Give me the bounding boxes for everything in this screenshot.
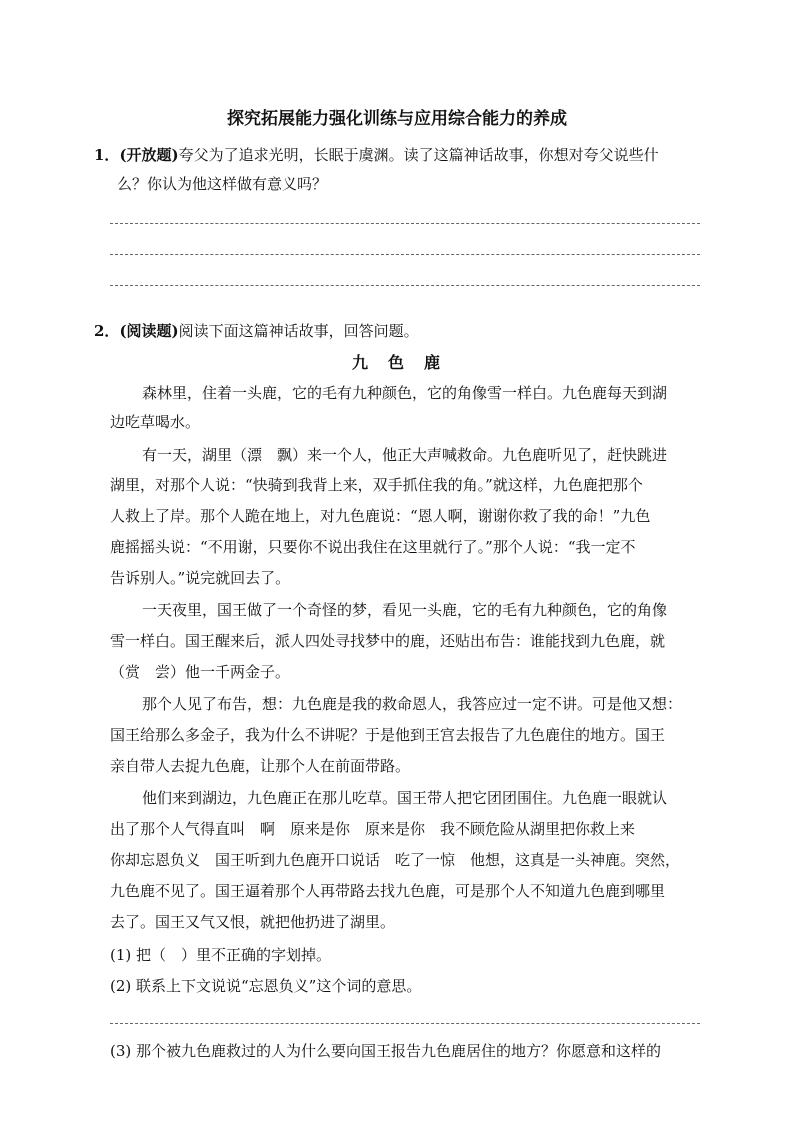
story-line: 湖里，对那个人说：“快骑到我背上来，双手抓住我的角。”就这样，九色鹿把那个 (110, 476, 643, 494)
story-line: 鹿摇摇头说：“不用谢，只要你不说出我住在这里就行了。”那个人说：“我一定不 (110, 538, 636, 556)
question-1-text-line-1: 夸父为了追求光明，长眠于虞渊。读了这篇神话故事，你想对夸父说些什 (178, 146, 659, 164)
question-1-text-line-2: 么？你认为他这样做有意义吗？ (117, 175, 328, 193)
sub-question-1: (1) 把（ ）里不正确的字划掉。 (110, 946, 332, 964)
story-line: 你却忘恩负义 国王听到九色鹿开口说话 吃了一惊 他想，这真是一头神鹿。突然， (110, 851, 681, 869)
story-title: 九 色 鹿 (351, 353, 442, 372)
sub-question-2: (2) 联系上下文说说“忘恩负义”这个词的意思。 (110, 977, 422, 995)
story-line: 他们来到湖边，九色鹿正在那儿吃草。国王带人把它团团围住。九色鹿一眼就认 (142, 789, 668, 807)
story-line: 亲自带人去捉九色鹿，让那个人在前面带路。 (110, 757, 411, 775)
answer-line[interactable] (110, 1023, 700, 1024)
story-line: 人救上了岸。那个人跪在地上，对九色鹿说：“恩人啊，谢谢你救了我的命！”九色 (110, 507, 651, 525)
story-line: （赏 尝）他一千两金子。 (110, 663, 291, 681)
question-1-tag: (开放题) (119, 146, 179, 164)
story-line: 一天夜里，国王做了一个奇怪的梦，看见一头鹿，它的毛有九种颜色，它的角像 (142, 601, 668, 619)
story-line: 国王给那么多金子，我为什么不讲呢？于是他到王宫去报告了九色鹿住的地方。国王 (110, 726, 666, 744)
story-line: 出了那个人气得直叫 啊 原来是你 原来是你 我不顾危险从湖里把你救上来 (110, 820, 636, 838)
question-2-number: 2． (94, 322, 120, 340)
answer-line[interactable] (110, 285, 700, 286)
story-line: 雪一样白。国王醒来后，派人四处寻找梦中的鹿，还贴出布告：谁能找到九色鹿，就 (110, 632, 666, 650)
story-line: 去了。国王又气又恨，就把他扔进了湖里。 (110, 913, 396, 931)
question-2-tag: (阅读题) (119, 322, 179, 340)
story-line: 那个人见了布告，想：九色鹿是我的救命恩人，我答应过一定不讲。可是他又想： (142, 695, 683, 713)
story-line: 九色鹿不见了。国王逼着那个人再带路去找九色鹿，可是那个人不知道九色鹿到哪里 (110, 882, 666, 900)
story-line: 森林里，住着一头鹿，它的毛有九种颜色，它的角像雪一样白。九色鹿每天到湖 (142, 384, 668, 402)
question-2 (94, 321, 419, 341)
page-title: 探究拓展能力强化训练与应用综合能力的养成 (227, 109, 567, 129)
question-2-text: 阅读下面这篇神话故事，回答问题。 (178, 322, 419, 340)
question-1 (94, 145, 659, 165)
answer-line[interactable] (110, 223, 700, 224)
story-line: 告诉别人。”说完就回去了。 (110, 569, 291, 587)
answer-line[interactable] (110, 254, 700, 255)
story-line: 边吃草喝水。 (110, 413, 201, 431)
sub-question-3: (3) 那个被九色鹿救过的人为什么要向国王报告九色鹿居住的地方？你愿意和这样的 (110, 1042, 662, 1060)
story-line: 有一天，湖里（漂 飘）来一个人，他正大声喊救命。九色鹿听见了，赶快跳进 (142, 446, 668, 464)
question-1-number: 1． (94, 146, 120, 164)
